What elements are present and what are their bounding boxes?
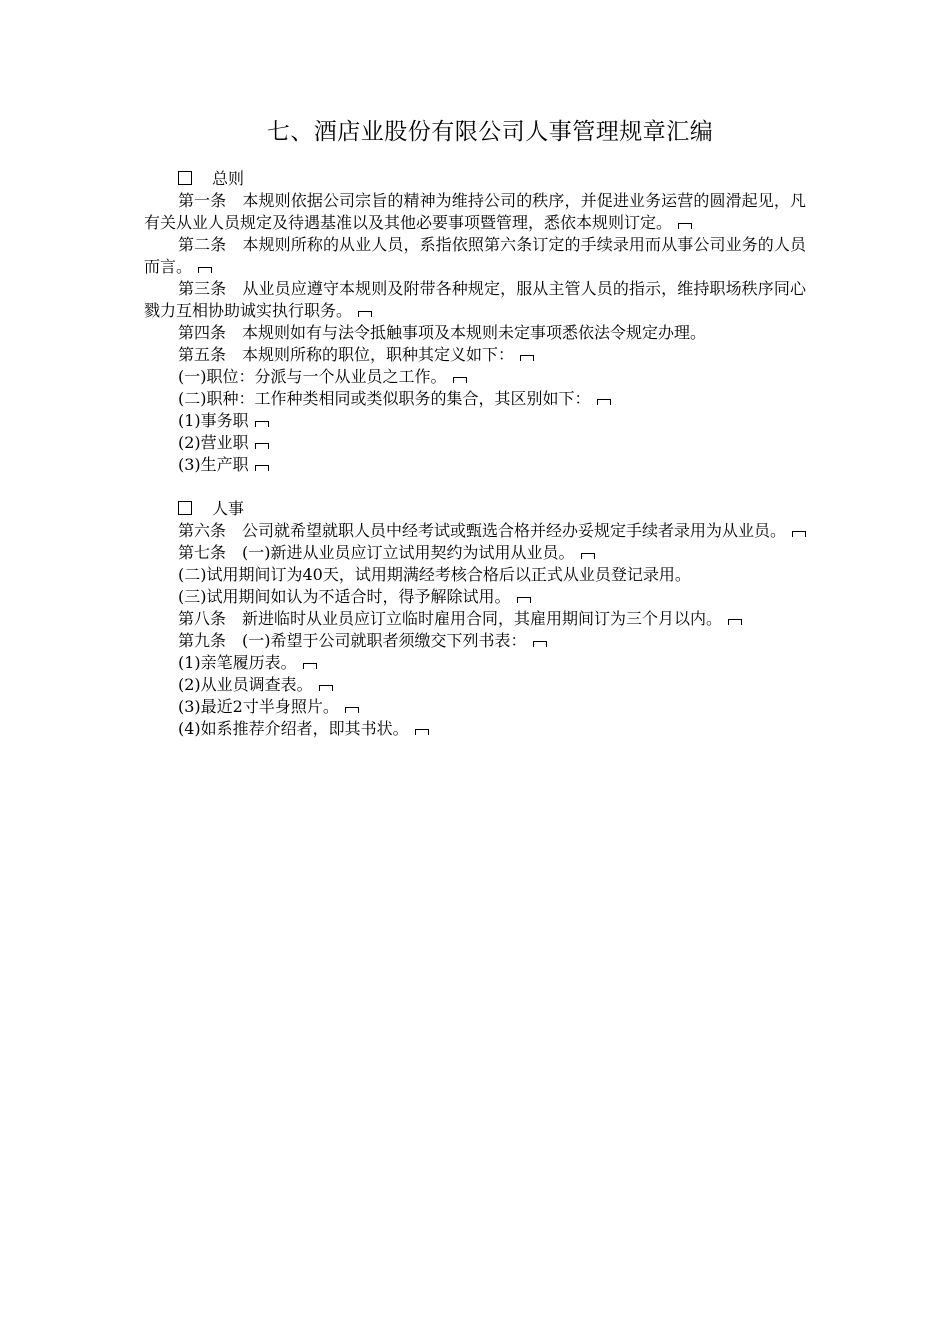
paragraph-text: 第一条 本规则依据公司宗旨的精神为维持公司的秩序，并促进业务运营的圆滑起见，凡有关从业人员规定及待遇基准以及其他必要事项暨管理，悉依本规则订定。 — [144, 191, 806, 232]
article-paragraph — [144, 608, 806, 630]
article-paragraph — [144, 278, 806, 322]
paragraph-mark-icon — [792, 531, 806, 537]
list-item — [144, 674, 806, 696]
paragraph-text: 第三条 从业员应遵守本规则及附带各种规定，服从主管人员的指示，维持职场秩序同心戮力互相协助诚实执行职务。 — [144, 279, 806, 320]
paragraph-mark-icon — [517, 597, 531, 603]
paragraph-mark-icon — [728, 619, 742, 625]
list-item — [144, 432, 806, 454]
list-item — [144, 366, 806, 388]
list-item — [144, 696, 806, 718]
section-heading-text: 人事 — [212, 499, 245, 518]
paragraph-mark-icon — [597, 399, 611, 405]
section-heading — [144, 168, 806, 190]
article-paragraph — [144, 630, 806, 652]
paragraph-mark-icon — [303, 663, 317, 669]
paragraph-text: 第六条 公司就希望就职人员中经考试或甄选合格并经办妥规定手续者录用为从业员。 — [178, 521, 787, 540]
paragraph-mark-icon — [453, 377, 467, 383]
paragraph-text: 第二条 本规则所称的从业人员，系指依照第六条订定的手续录用而从事公司业务的人员而言。 — [144, 235, 806, 276]
paragraph-mark-icon — [345, 707, 359, 713]
list-item — [144, 410, 806, 432]
paragraph-text: (1)亲笔履历表。 — [178, 653, 297, 672]
paragraph-text: 第八条 新进临时从业员应订立临时雇用合同，其雇用期间订为三个月以内。 — [178, 609, 723, 628]
document-title: 七、酒店业股份有限公司人事管理规章汇编 — [266, 119, 714, 145]
paragraph-text: (三)试用期间如认为不适合时，得予解除试用。 — [178, 587, 511, 606]
article-paragraph — [144, 190, 806, 234]
paragraph-mark-icon — [319, 685, 333, 691]
paragraph-text: (3)生产职 — [178, 455, 249, 474]
list-item — [144, 586, 806, 608]
paragraph-text: (二)职种：工作种类相同或类似职务的集合，其区别如下： — [178, 389, 591, 408]
paragraph-mark-icon — [415, 729, 429, 735]
paragraph-text: 第七条 (一)新进从业员应订立试用契约为试用从业员。 — [178, 543, 575, 562]
list-item — [144, 564, 806, 586]
section-heading — [144, 498, 806, 520]
paragraph-mark-icon — [533, 641, 547, 647]
paragraph-text: (4)如系推荐介绍者，即其书状。 — [178, 719, 409, 738]
list-item — [144, 454, 806, 476]
checkbox-square-icon — [178, 501, 192, 515]
paragraph-text: (二)试用期间订为40天，试用期满经考核合格后以正式从业员登记录用。 — [178, 565, 691, 584]
paragraph-mark-icon — [678, 223, 692, 229]
paragraph-mark-icon — [520, 355, 534, 361]
paragraph-text: (2)从业员调查表。 — [178, 675, 313, 694]
article-paragraph — [144, 322, 806, 344]
paragraph-mark-icon — [255, 465, 269, 471]
paragraph-text: 第五条 本规则所称的职位，职种其定义如下： — [178, 345, 515, 364]
paragraph-text: (一)职位：分派与一个从业员之工作。 — [178, 367, 447, 386]
checkbox-square-icon — [178, 171, 192, 185]
paragraph-mark-icon — [581, 553, 595, 559]
article-paragraph — [144, 344, 806, 366]
paragraph-mark-icon — [255, 421, 269, 427]
list-item — [144, 718, 806, 740]
document-body — [144, 168, 806, 740]
list-item — [144, 388, 806, 410]
section-spacer — [144, 476, 806, 498]
paragraph-mark-icon — [255, 443, 269, 449]
paragraph-text: (2)营业职 — [178, 433, 249, 452]
section-heading-text: 总则 — [212, 169, 245, 188]
list-item — [144, 652, 806, 674]
paragraph-text: (1)事务职 — [178, 411, 249, 430]
paragraph-text: 第九条 (一)希望于公司就职者须缴交下列书表： — [178, 631, 527, 650]
paragraph-mark-icon — [198, 267, 212, 273]
section — [144, 498, 806, 740]
paragraph-text: (3)最近2寸半身照片。 — [178, 697, 339, 716]
article-paragraph — [144, 542, 806, 564]
paragraph-mark-icon — [358, 311, 372, 317]
paragraph-text: 第四条 本规则如有与法令抵触事项及本规则未定事项悉依法令规定办理。 — [178, 323, 707, 342]
section — [144, 168, 806, 476]
article-paragraph — [144, 520, 806, 542]
article-paragraph — [144, 234, 806, 278]
